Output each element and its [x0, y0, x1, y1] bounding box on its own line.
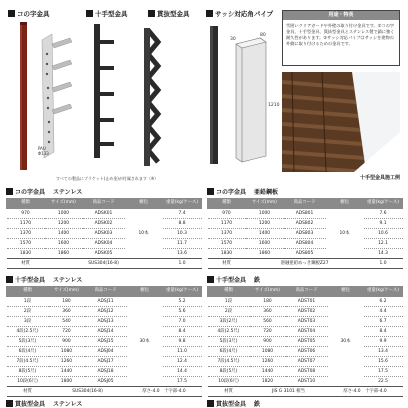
- category-heading-sash-pipe: サッシ対応角パイプ: [206, 9, 273, 19]
- kannuki-bracket-image: [130, 28, 180, 168]
- table-konoji-zinc: [207, 198, 403, 269]
- table-row: 8段(5尺) 1440 ADST08 17.5: [208, 367, 403, 377]
- material-row: 材質 SUS304(16-8) 厚さ-4.0 十字部-4.0: [7, 387, 202, 397]
- table-header-row: [7, 287, 202, 297]
- header-pack: 梱包: [328, 287, 364, 297]
- table-row: 1830 1860 ADS805 14.3: [208, 249, 403, 259]
- sash-pipe-image: [200, 26, 280, 166]
- table-row: 1370 1400 ADSK03 10.3: [7, 229, 202, 239]
- table-header-row: [7, 199, 202, 209]
- usage-features-box: [282, 10, 400, 66]
- table-row: 3段 540 ADSJ13 7.0: [7, 317, 202, 327]
- header-pack: 梱包: [127, 287, 163, 297]
- table-row: 6段(4尺) 1080 ADST06 13.4: [208, 347, 403, 357]
- header-type: 種類: [7, 287, 49, 297]
- header-size: サイズ(mm): [49, 287, 85, 297]
- table-header-row: [208, 199, 403, 209]
- pau-value: Φ133: [38, 151, 49, 156]
- dim-80: 80: [260, 33, 266, 38]
- table-header-row: [208, 287, 403, 297]
- header-code: 商品コード: [85, 287, 127, 297]
- material-row: 材質 溶融亜鉛めっき鋼板Z27 1.0: [208, 259, 403, 269]
- table1-title: コの字金具 ステンレス: [6, 188, 82, 197]
- table-row: 1830 1860 ADSK05 13.6: [7, 249, 202, 259]
- installation-photo: [282, 72, 400, 172]
- header-weight: 重量(kg/ケース): [364, 199, 403, 209]
- table-row: 1170 1200 ADS802 9.1: [208, 219, 403, 229]
- header-code: 商品コード: [83, 199, 125, 209]
- table-row: 2段 360 ADSJ12 5.6: [7, 307, 202, 317]
- product-illustrations: [0, 0, 280, 185]
- illustration-caption: すべての製品にブラケット(止め金)が付属されます（※）: [56, 176, 159, 181]
- table-row: 1170 1200 ADSK02 8.8: [7, 219, 202, 229]
- header-weight: 重量(kg/ケース): [364, 287, 403, 297]
- table-jutte-stainless: [6, 286, 202, 397]
- table-row: 7段(4.5尺) 1260 ADSJ17 12.4: [7, 357, 202, 367]
- table-row: 1370 1400 ADS803 10.6: [208, 229, 403, 239]
- header-type: 種類: [7, 199, 45, 209]
- table-row: 1570 1600 ADS804 12.1: [208, 239, 403, 249]
- table-row: 8段(5尺) 1440 ADSJ18 14.4: [7, 367, 202, 377]
- header-pack: 梱包: [326, 199, 364, 209]
- bottom-left-title: 貫抜型金具 ステンレス: [6, 400, 82, 408]
- table-konoji-stainless: [6, 198, 202, 269]
- jutte-black-bracket-image: [80, 22, 130, 162]
- table-jutte-iron: [207, 286, 403, 397]
- usage-title: 用途・特長: [283, 11, 399, 20]
- table-row: 7段(4.5尺) 1260 ADST07 15.6: [208, 357, 403, 367]
- dim-1210: 1210: [268, 103, 280, 108]
- installation-photo-image: [282, 72, 400, 172]
- header-code: 商品コード: [284, 199, 326, 209]
- category-heading-kannuki: 貫抜型金具: [148, 9, 190, 19]
- dim-30: 30: [230, 37, 236, 42]
- header-pack: 梱包: [125, 199, 163, 209]
- header-weight: 重量(kg/ケース): [163, 287, 202, 297]
- table-row: 970 1000 ADS801 10本 7.6: [208, 209, 403, 219]
- pau-label: PAU: [38, 146, 46, 151]
- header-code: 商品コード: [286, 287, 328, 297]
- usage-text: 雪囲いクリアガードや外壁の取り付け金具です。①コの字金具、十手型金具、貫抜型金具とステンレス製で錆に強く耐久性があります。②サッシ対応パイプはサッシを建物の外側に取り付けるための金具です。: [286, 23, 395, 46]
- header-size: サイズ(mm): [250, 287, 286, 297]
- table-row: 10段(6尺) 1820 ADST10 22.5: [208, 377, 403, 387]
- table-row: 4段(2.5尺) 720 ADST04 8.4: [208, 327, 403, 337]
- photo-caption: 十手型金具施工例: [359, 175, 400, 181]
- table-row: 4段(2.5尺) 720 ADSJ14 8.4: [7, 327, 202, 337]
- table-row: 5段(3尺) 900 ADST05 9.9: [208, 337, 403, 347]
- table-row: 1段 180 ADST01 30本 6.2: [208, 297, 403, 307]
- header-weight: 重量(kg/ケース): [163, 199, 202, 209]
- category-heading-konoji: コの字金具: [8, 9, 50, 19]
- category-heading-jutte: 十手型金具: [86, 9, 128, 19]
- table-row: 5段(3尺) 900 ADSJ15 9.8: [7, 337, 202, 347]
- header-size: サイズ(mm): [45, 199, 83, 209]
- table-row: 6段(4尺) 1080 ADSJ04 11.0: [7, 347, 202, 357]
- product-overview: [0, 0, 408, 185]
- material-row: 材質 SUS304(16-8) 1.0: [7, 259, 202, 269]
- table-row: 970 1000 ADSK01 10本 7.4: [7, 209, 202, 219]
- table3-title: 十手型金具 ステンレス: [6, 276, 82, 285]
- bottom-right-title: 貫抜型金具 鉄: [207, 400, 260, 408]
- table2-title: コの字金具 亜鉛鋼板: [207, 188, 278, 197]
- header-type: 種類: [208, 199, 246, 209]
- table-row: 1570 1600 ADSK04 11.7: [7, 239, 202, 249]
- table-row: 1段 180 ADSJ11 30本 5.2: [7, 297, 202, 307]
- table4-title: 十手型金具 鉄: [207, 276, 260, 285]
- table-row: 3段(2尺) 560 ADST03 6.7: [208, 317, 403, 327]
- header-type: 種類: [208, 287, 250, 297]
- header-size: サイズ(mm): [246, 199, 284, 209]
- table-row: 10段(6尺) 1800 ADSJ05 17.5: [7, 377, 202, 387]
- table-row: 2段 360 ADST02 4.4: [208, 307, 403, 317]
- material-row: 材質 JIS G 3101 相当 厚さ-4.0 十字部-4.0: [208, 387, 403, 397]
